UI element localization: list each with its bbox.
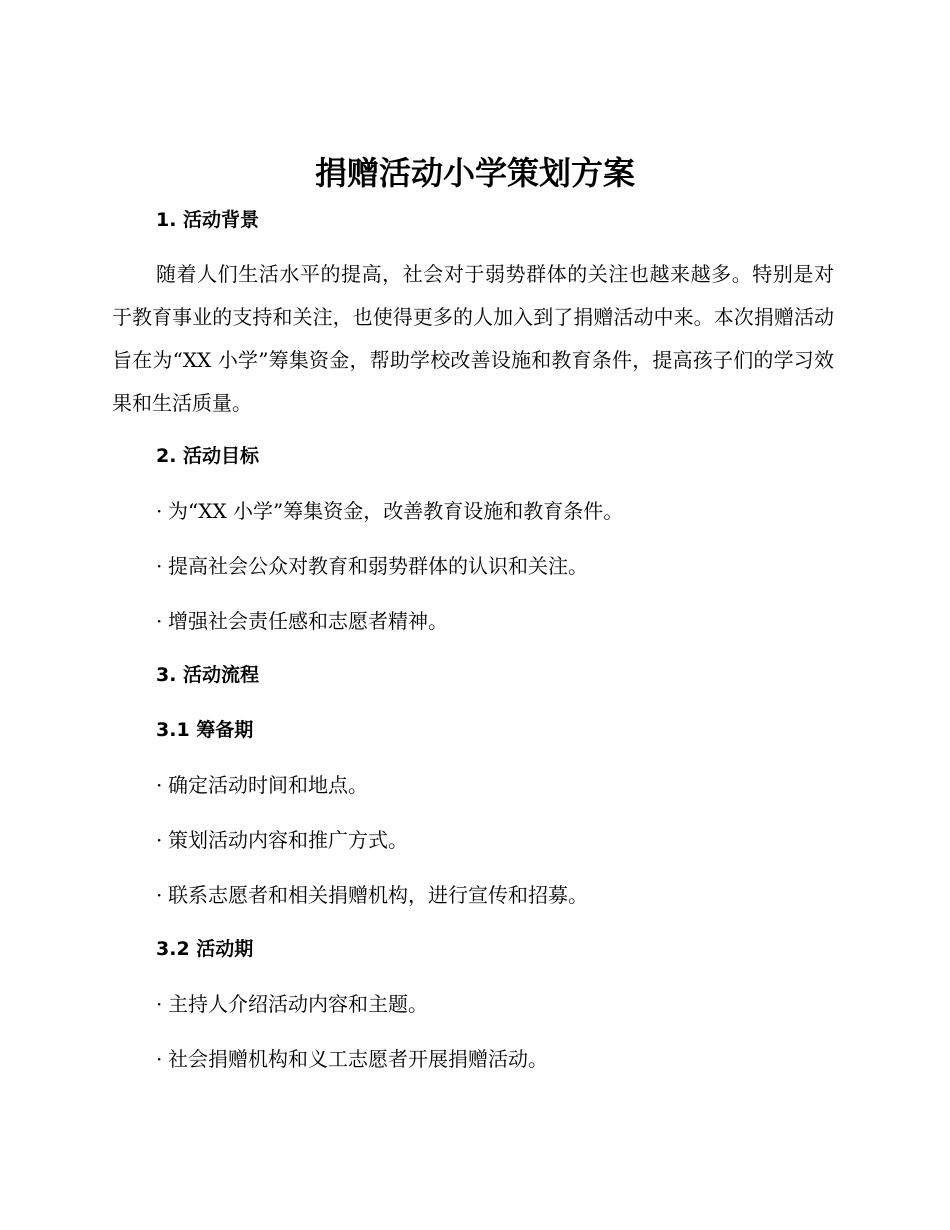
list-item — [156, 989, 428, 1019]
list-item-text: 提高社会公众对教育和弱势群体的认识和关注。 — [168, 554, 588, 578]
list-item-text: 为“XX 小学”筹集资金，改善教育设施和教育条件。 — [168, 499, 624, 523]
list-item-text: 主持人介绍活动内容和主题。 — [168, 992, 428, 1016]
document-title: 捐赠活动小学策划方案 — [314, 154, 635, 192]
bullet-marker: · — [156, 773, 163, 797]
background-paragraph: 随着人们生活水平的提高，社会对于弱势群体的关注也越来越多。特别是对于教育事业的支持和关注，也使得更多的人加入到了捐赠活动中来。本次捐赠活动旨在为“XX 小学”筹集资金，帮助学校改善设施和教育条件，提高孩子们的学习效果和生活质量。 — [112, 262, 834, 415]
section-heading-activity: 3.2 活动期 — [156, 938, 254, 960]
section-heading-background: 1. 活动背景 — [156, 209, 260, 231]
bullet-marker: · — [156, 554, 163, 578]
bullet-marker: · — [156, 499, 163, 523]
list-item — [156, 496, 623, 526]
list-item-text: 确定活动时间和地点。 — [168, 773, 368, 797]
list-item-text: 联系志愿者和相关捐赠机构，进行宣传和招募。 — [168, 883, 588, 907]
section-heading-goals: 2. 活动目标 — [156, 445, 260, 467]
list-item — [156, 770, 368, 800]
bullet-marker: · — [156, 883, 163, 907]
list-item-text: 社会捐赠机构和义工志愿者开展捐赠活动。 — [168, 1047, 548, 1071]
bullet-marker: · — [156, 828, 163, 852]
list-item-text: 增强社会责任感和志愿者精神。 — [168, 609, 448, 633]
list-item — [156, 880, 588, 910]
list-item — [156, 551, 588, 581]
list-item — [156, 606, 448, 636]
bullet-marker: · — [156, 609, 163, 633]
bullet-marker: · — [156, 992, 163, 1016]
section-heading-preparation: 3.1 筹备期 — [156, 719, 254, 741]
list-item-text: 策划活动内容和推广方式。 — [168, 828, 408, 852]
bullet-marker: · — [156, 1047, 163, 1071]
list-item — [156, 1044, 548, 1074]
list-item — [156, 825, 408, 855]
section-heading-process: 3. 活动流程 — [156, 664, 260, 686]
